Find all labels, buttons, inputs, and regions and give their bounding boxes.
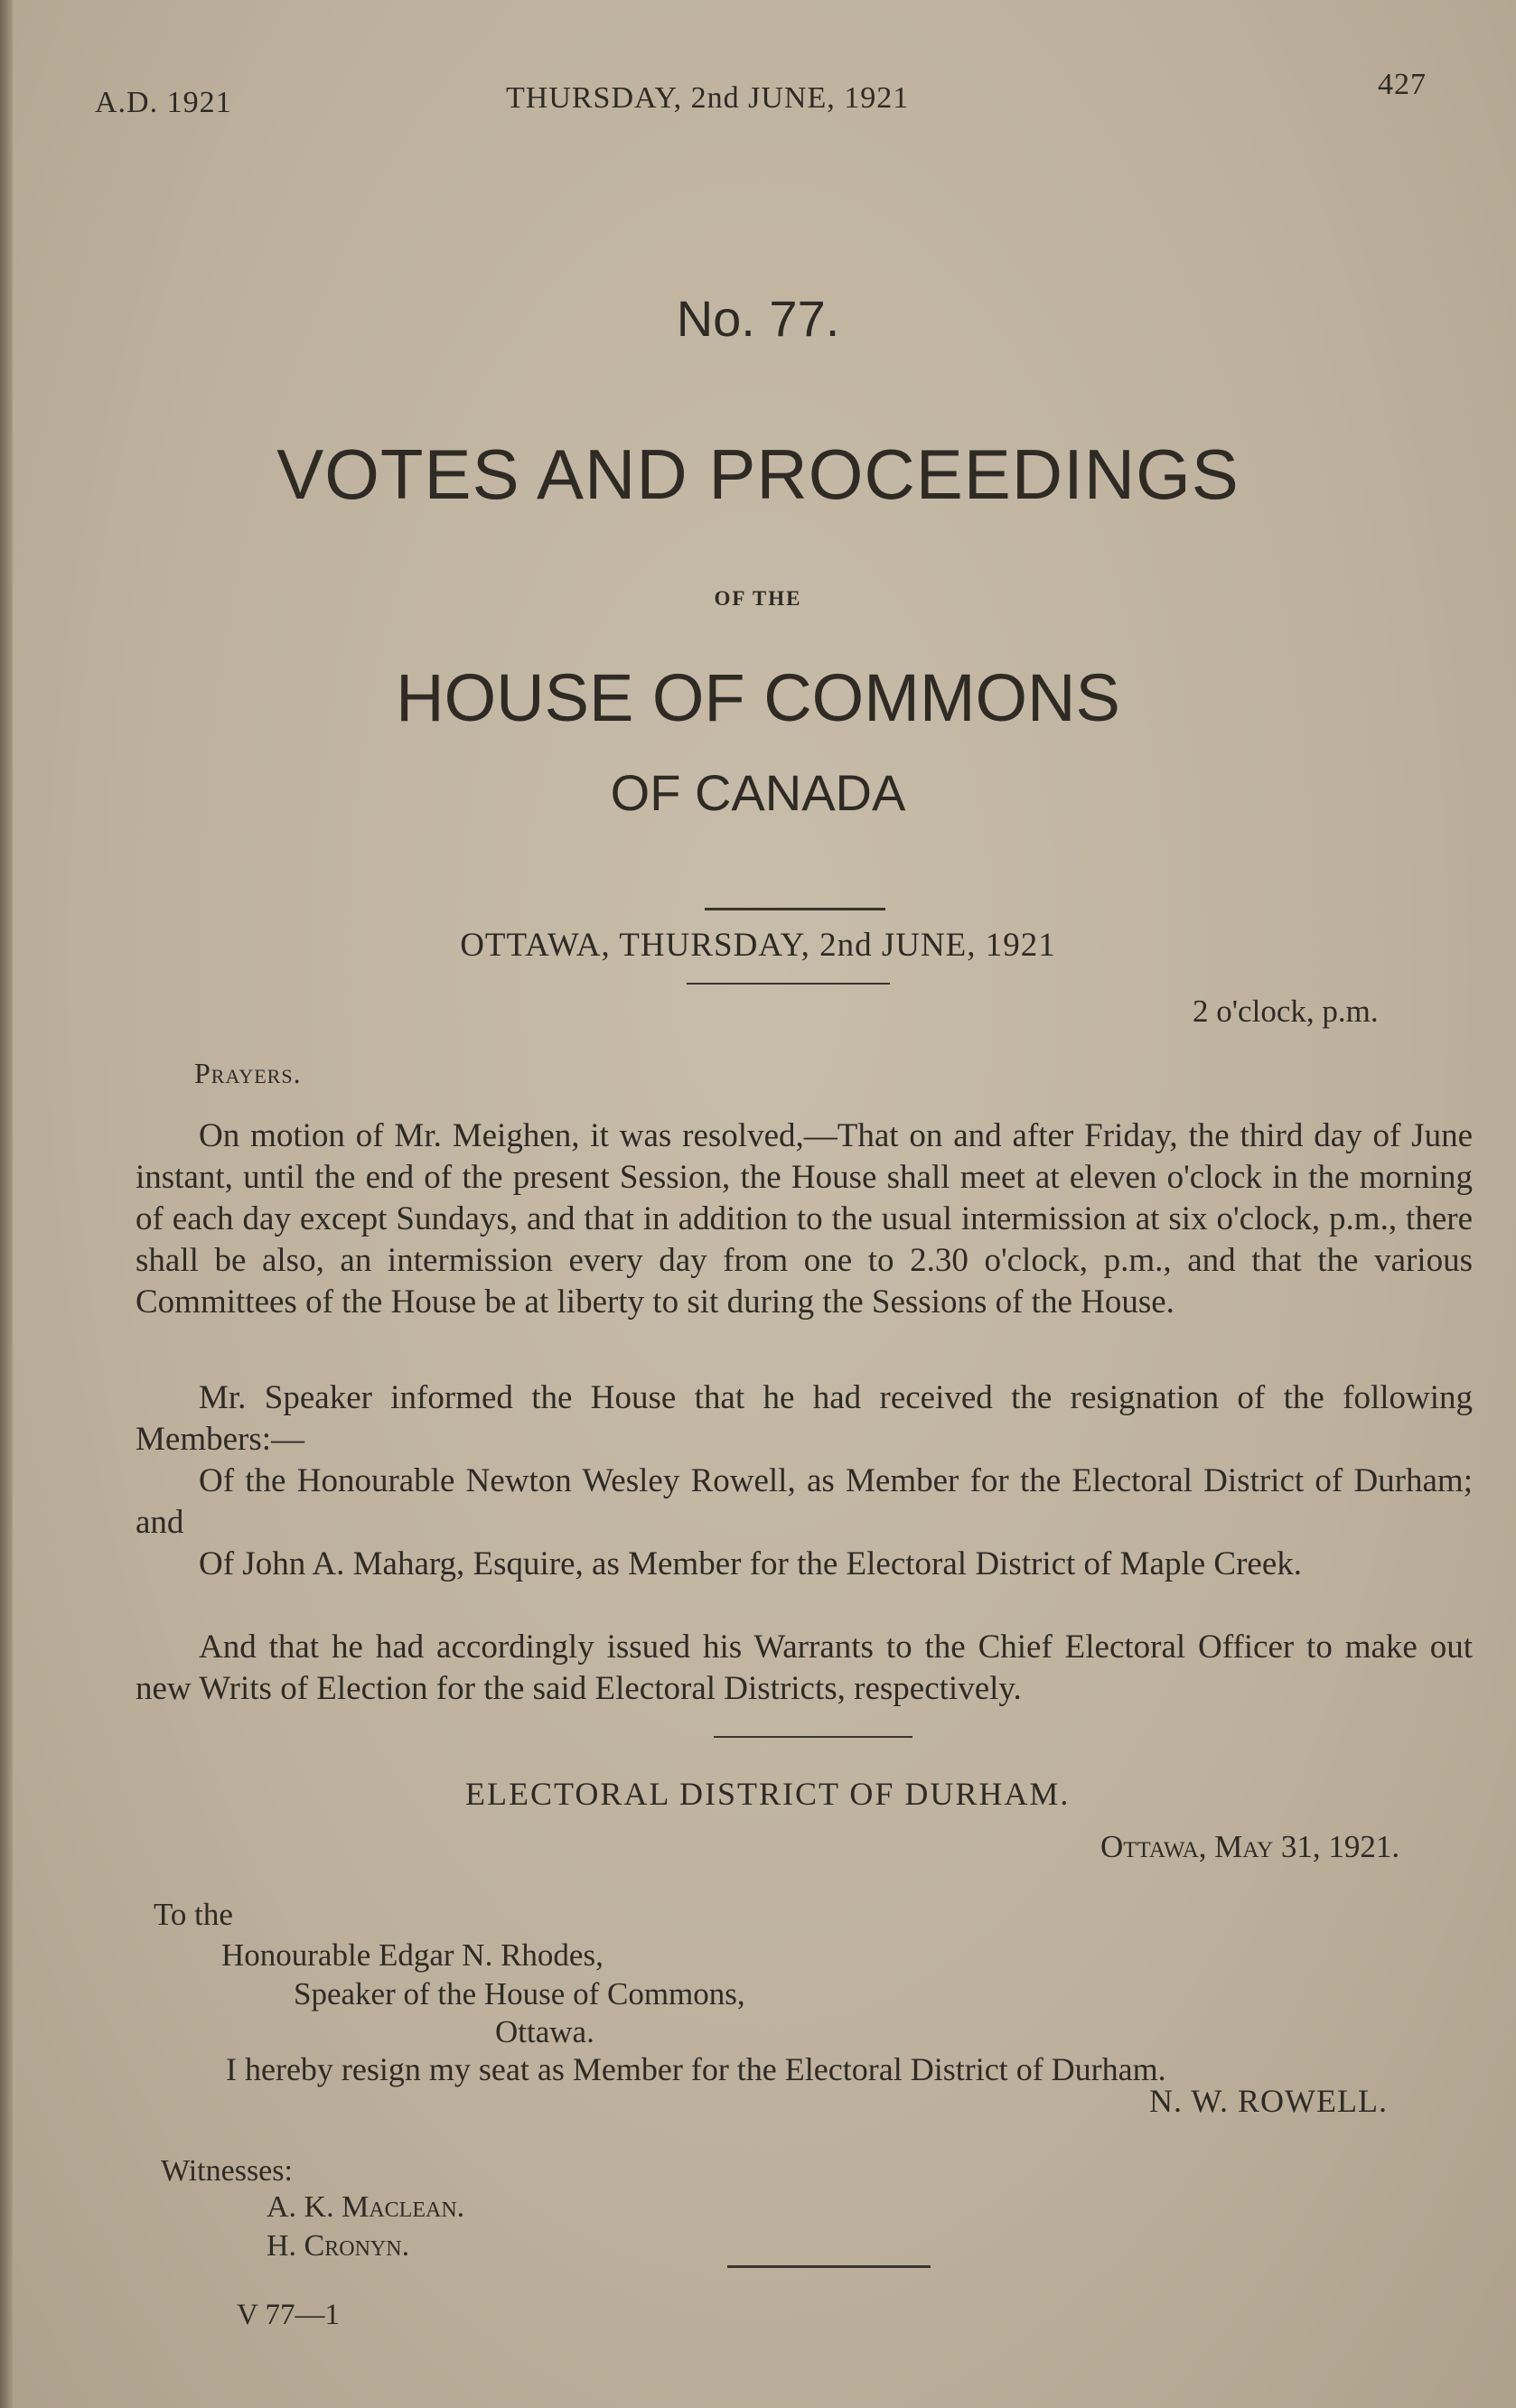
divider-rule [705,908,885,910]
witnesses-label: Witnesses: [161,2154,293,2188]
page-binding-edge [0,0,13,2408]
divider-rule [727,2265,931,2268]
divider-rule [687,983,890,985]
letter-date: Ottawa, May 31, 1921. [1100,1829,1400,1864]
signature-mark: V 77—1 [237,2299,340,2331]
issue-number: No. 77. [676,290,840,347]
divider-rule [714,1736,912,1738]
of-the-line: OF THE [714,587,802,610]
letter-addressee: Honourable Edgar N. Rhodes, [221,1937,604,1973]
dateline: OTTAWA, THURSDAY, 2nd JUNE, 1921 [460,927,1056,964]
letter-city: Ottawa. [495,2014,594,2049]
header-date: THURSDAY, 2nd JUNE, 1921 [506,81,910,115]
speaker-announcement: Mr. Speaker informed the House that he had received the resignation of the following Members:— [136,1379,1473,1458]
header-year: A.D. 1921 [95,86,232,119]
page-number: 427 [1378,68,1427,101]
country-title: OF CANADA [610,764,906,821]
resignation-maharg: Of John A. Maharg, Esquire, as Member for the Electoral District of Maple Creek. [199,1545,1302,1582]
resignation-rowell: Of the Honourable Newton Wesley Rowell, as Member for the Electoral District of Durham; and [136,1462,1473,1541]
witness-maclean: A. K. Maclean. [267,2190,465,2224]
letter-body: I hereby resign my seat as Member for the Electoral District of Durham. [226,2051,1166,2087]
witness-cronyn: H. Cronyn. [267,2229,410,2263]
prayers-heading: Prayers. [194,1057,302,1089]
document-title: VOTES AND PROCEEDINGS [276,434,1240,514]
letter-addressee-role: Speaker of the House of Commons, [294,1976,745,2011]
warrants-paragraph: And that he had accordingly issued his Warrants to the Chief Electoral Officer to make out new Writs of Election for the said Electoral Districts, respectively. [136,1629,1473,1707]
house-title: HOUSE OF COMMONS [396,660,1120,735]
sitting-time: 2 o'clock, p.m. [1193,994,1379,1029]
motion-paragraph: On motion of Mr. Meighen, it was resolved,—That on and after Friday, the third day of June instant, until the end of the present Session, the House shall meet at eleven o'clock in the morning of each day except Sundays, and that in addition to the usual intermission at six o'clock, p.m., there shall be also, an intermission every day from one to 2.30 o'clock, p.m., and that the various Committees of the House be at liberty to sit during the Sessions of the House. [136,1117,1473,1321]
letter-heading: ELECTORAL DISTRICT OF DURHAM. [465,1776,1071,1812]
letter-signature: N. W. ROWELL. [1149,2083,1388,2119]
letter-salutation: To the [154,1897,233,1932]
